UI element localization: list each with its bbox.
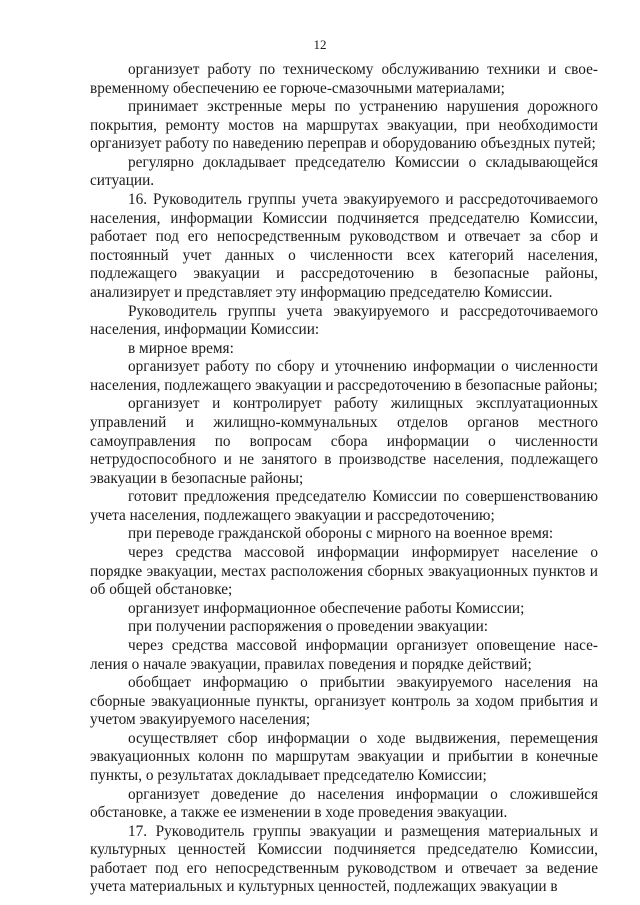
paragraph: регулярно докладывает председателю Комиссии о складывающейся ситуации. — [90, 153, 598, 190]
paragraph: осуществляет сбор информации о ходе выдвижения, перемещения эвакуационных колонн по маршрутам эвакуации и прибытии в конечные пункты, о результатах докладывает председателю Комиссии; — [90, 729, 598, 784]
paragraph: обобщает информацию о прибытии эвакуируемого населения на сборные эвакуационные пункты, организует контроль за ходом прибытия и учетом эвакуируемого населения; — [90, 674, 598, 729]
paragraph: при получении распоряжения о проведении эвакуации: — [128, 618, 489, 636]
paragraph: организует и контролирует работу жилищных эксплуатационных управлений и жилищно-коммунальных отделов органов местного самоуправления по вопросам сбора информации о численности нетрудоспособного и не занятого в производстве населения, подлежащего эвакуации в безопасные районы; — [90, 395, 598, 487]
paragraph: через средства массовой информации организует оповещение населения о начале эвакуации, правилах поведения и порядке действий; — [90, 636, 598, 673]
body-text — [90, 61, 598, 897]
paragraph: в мирное время: — [128, 339, 234, 357]
paragraph: организует работу по сбору и уточнению информации о численности населения, подлежащего эвакуации и рассредоточению в безопасные районы; — [90, 358, 598, 394]
paragraph: организует работу по техническому обслуживанию техники и своевременному обеспечению ее горюче-смазочными материалами; — [90, 61, 598, 97]
paragraph: принимает экстренные меры по устранению нарушения дорожного покрытия, ремонту мостов на маршрутах эвакуации, при необходимости организует работу по наведению переправ и оборудованию объездных путей; — [90, 98, 598, 153]
paragraph: организует доведение до населения информации о сложившейся обстановке, а также ее изменении в ходе проведения эвакуации. — [90, 785, 598, 822]
paragraph: готовит предложения председателю Комиссии по совершенствованию учета населения, подлежащего эвакуации и рассредоточению; — [90, 488, 598, 524]
paragraph: 16. Руководитель группы учета эвакуируемого и рассредоточиваемого населения, информации Комиссии подчиняется председателю Комиссии, работает под его непосредственным руководством и отвечает за сбор и постоянный учет данных о численности всех категорий населения, подлежащего эвакуации и рассредоточению в безопасные районы, анализирует и представляет эту информацию председателю Комиссии. — [90, 191, 598, 301]
paragraph: при переводе гражданской обороны с мирного на военное время: — [128, 525, 554, 543]
page-number: 12 — [313, 37, 327, 52]
paragraph: через средства массовой информации информирует население о порядке эвакуации, местах расположения сборных эвакуационных пунктов и об общей обстановке; — [90, 544, 598, 599]
paragraph: 17. Руководитель группы эвакуации и размещения материальных и культурных ценностей Комиссии подчиняется председателю Комиссии, работает под его непосредственным руководством и отвечает за ведение учета материальных и культурных ценностей, подлежащих эвакуации в — [90, 822, 598, 896]
paragraph: организует информационное обеспечение работы Комиссии; — [128, 599, 525, 617]
paragraph: Руководитель группы учета эвакуируемого и рассредоточиваемого населения, информации Комиссии: — [90, 302, 598, 339]
